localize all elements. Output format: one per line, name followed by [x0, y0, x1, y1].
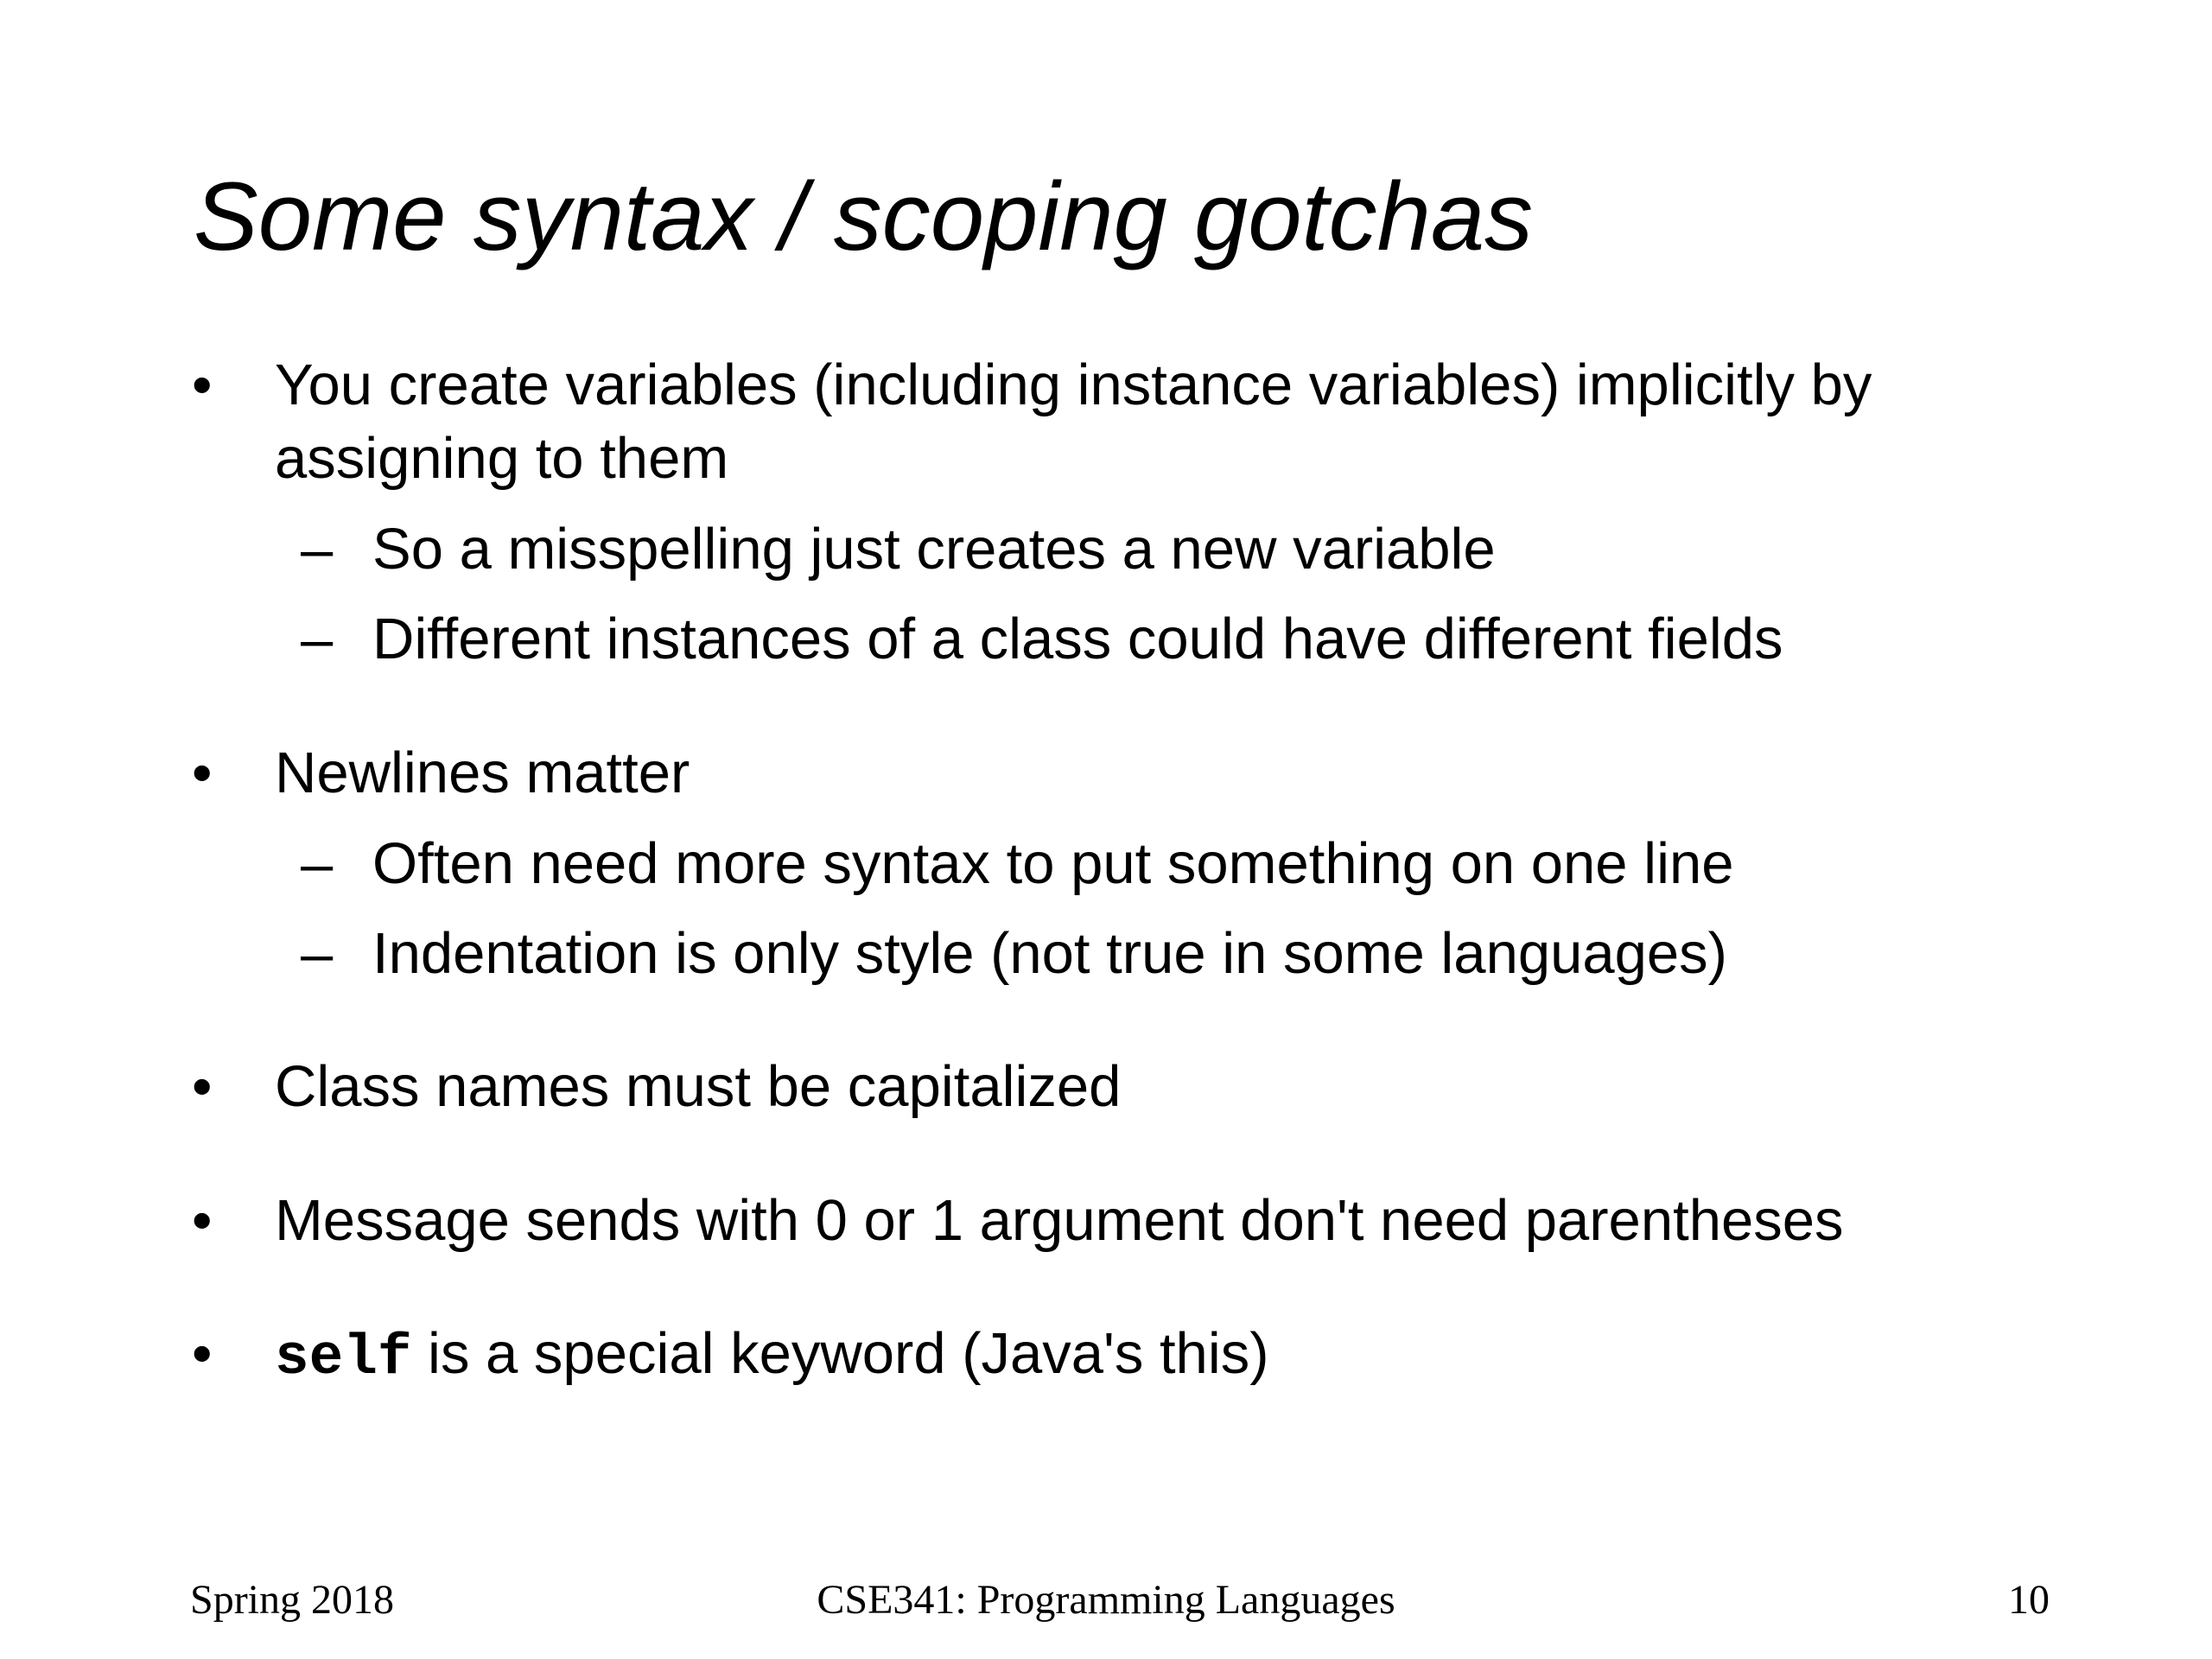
bullet-marker: • [192, 741, 213, 805]
footer-page-number: 10 [2008, 1577, 2050, 1623]
bullet-5-rest: is a special keyword (Java's this) [411, 1321, 1269, 1386]
bullet-marker: • [192, 1054, 213, 1119]
sub-bullet-marker: – [301, 607, 334, 671]
bullet-marker: • [192, 353, 213, 417]
bullet-marker: • [192, 1321, 213, 1386]
bullet-1-line-1: You create variables (including instance variables) implicitly by [275, 353, 1872, 417]
slide-title: Some syntax / scoping gotchas [194, 162, 1534, 270]
sub-bullet-marker: – [301, 517, 334, 582]
sub-bullet-marker: – [301, 831, 334, 896]
bullet-2-text: Newlines matter [275, 741, 690, 805]
bullet-1-line-2: assigning to them [275, 426, 729, 491]
bullet-2-sub-2: Indentation is only style (not true in some languages) [372, 921, 1727, 986]
bullet-4-text: Message sends with 0 or 1 argument don't need parentheses [275, 1188, 1844, 1253]
bullet-1-sub-1: So a misspelling just creates a new variable [372, 517, 1496, 582]
code-keyword-self: self [275, 1325, 412, 1390]
footer-course: CSE341: Programming Languages [817, 1577, 1395, 1623]
bullet-5-text [275, 1319, 1269, 1393]
sub-bullet-marker: – [301, 921, 334, 986]
footer-term: Spring 2018 [190, 1577, 395, 1623]
bullet-2-sub-1: Often need more syntax to put something on one line [372, 831, 1734, 896]
bullet-1-sub-2: Different instances of a class could have different fields [372, 607, 1783, 671]
bullet-3-text: Class names must be capitalized [275, 1054, 1122, 1119]
bullet-marker: • [192, 1188, 213, 1253]
